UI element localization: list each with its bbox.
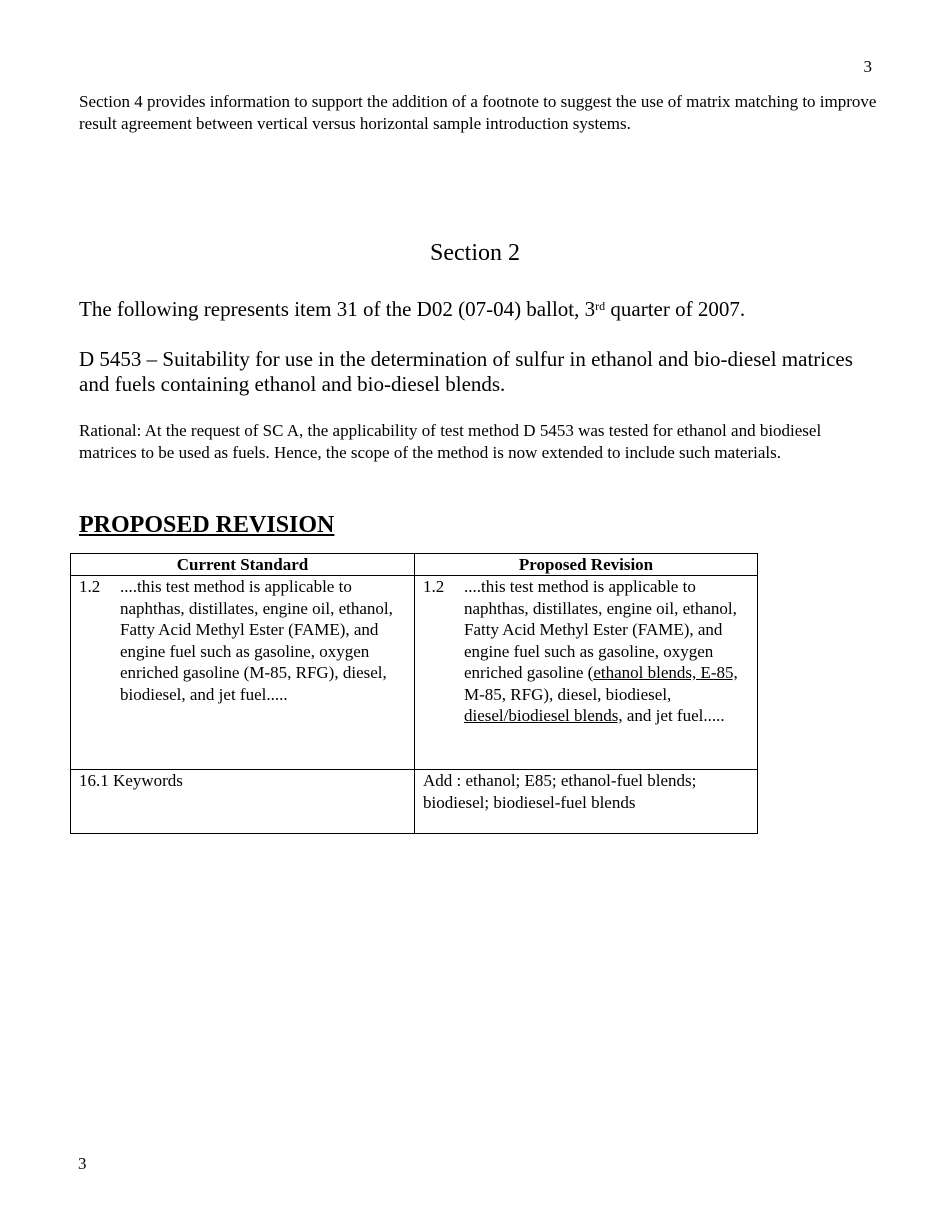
- proposed-insertion-2: diesel/biodiesel blends,: [464, 706, 623, 725]
- ballot-text-start: The following represents item 31 of the D02 (07-04) ballot, 3: [79, 297, 596, 321]
- header-current-standard: Current Standard: [71, 554, 415, 576]
- proposed-revision-cell: [415, 576, 758, 770]
- page-number-bottom: 3: [78, 1154, 87, 1173]
- intro-paragraph: Section 4 provides information to support the addition of a footnote to suggest the use of matrix matching to improve result agreement between vertical versus horizontal sample introduction systems.: [79, 92, 877, 133]
- page-number-top: 3: [863, 57, 872, 76]
- revision-table: [70, 553, 758, 834]
- proposed-text-part2: M-85, RFG), diesel, biodiesel,: [464, 684, 672, 704]
- header-proposed-revision: Proposed Revision: [415, 554, 758, 576]
- ballot-text-end: quarter of 2007.: [605, 297, 746, 321]
- current-item: [79, 576, 406, 705]
- proposed-insertion-1: ethanol blends, E-85,: [593, 663, 738, 682]
- section-title: Section 2: [430, 240, 520, 266]
- proposed-text-part3: and jet fuel.....: [622, 706, 725, 725]
- current-item-number: 1.2: [79, 577, 101, 596]
- ballot-statement: [79, 296, 745, 322]
- table-row: [71, 576, 758, 770]
- proposed-text-part1: ....this test method is applicable to naphthas, distillates, engine oil, ethanol, Fatty Acid Methyl Ester (FAME), and engine fuel such as gasoline, oxygen enriched gasoline (: [464, 577, 737, 682]
- table-header-row: [71, 554, 758, 576]
- proposed-item-number: 1.2: [423, 577, 445, 596]
- table-row: [71, 770, 758, 834]
- current-standard-cell: [71, 576, 415, 770]
- proposed-item: [423, 576, 749, 727]
- proposed-revision-heading: PROPOSED REVISION: [79, 512, 335, 538]
- keywords-proposed-cell: Add : ethanol; E85; ethanol-fuel blends; biodiesel; biodiesel-fuel blends: [415, 770, 758, 834]
- method-title: D 5453 – Suitability for use in the determination of sulfur in ethanol and bio-diesel matrices and fuels containing ethanol and bio-diesel blends.: [79, 347, 853, 396]
- proposed-item-text: [464, 576, 749, 727]
- current-item-text: ....this test method is applicable to naphthas, distillates, engine oil, ethanol, Fatty Acid Methyl Ester (FAME), and engine fuel such as gasoline, oxygen enriched gasoline (M-85, RFG), diesel, biodiesel, and jet fuel.....: [120, 577, 393, 704]
- ordinal-superscript: rd: [595, 299, 606, 313]
- keywords-current-cell: 16.1 Keywords: [71, 770, 415, 834]
- rational-paragraph: Rational: At the request of SC A, the applicability of test method D 5453 was tested for ethanol and biodiesel matrices to be used as fuels. Hence, the scope of the method is now extended to include such materials.: [79, 421, 822, 462]
